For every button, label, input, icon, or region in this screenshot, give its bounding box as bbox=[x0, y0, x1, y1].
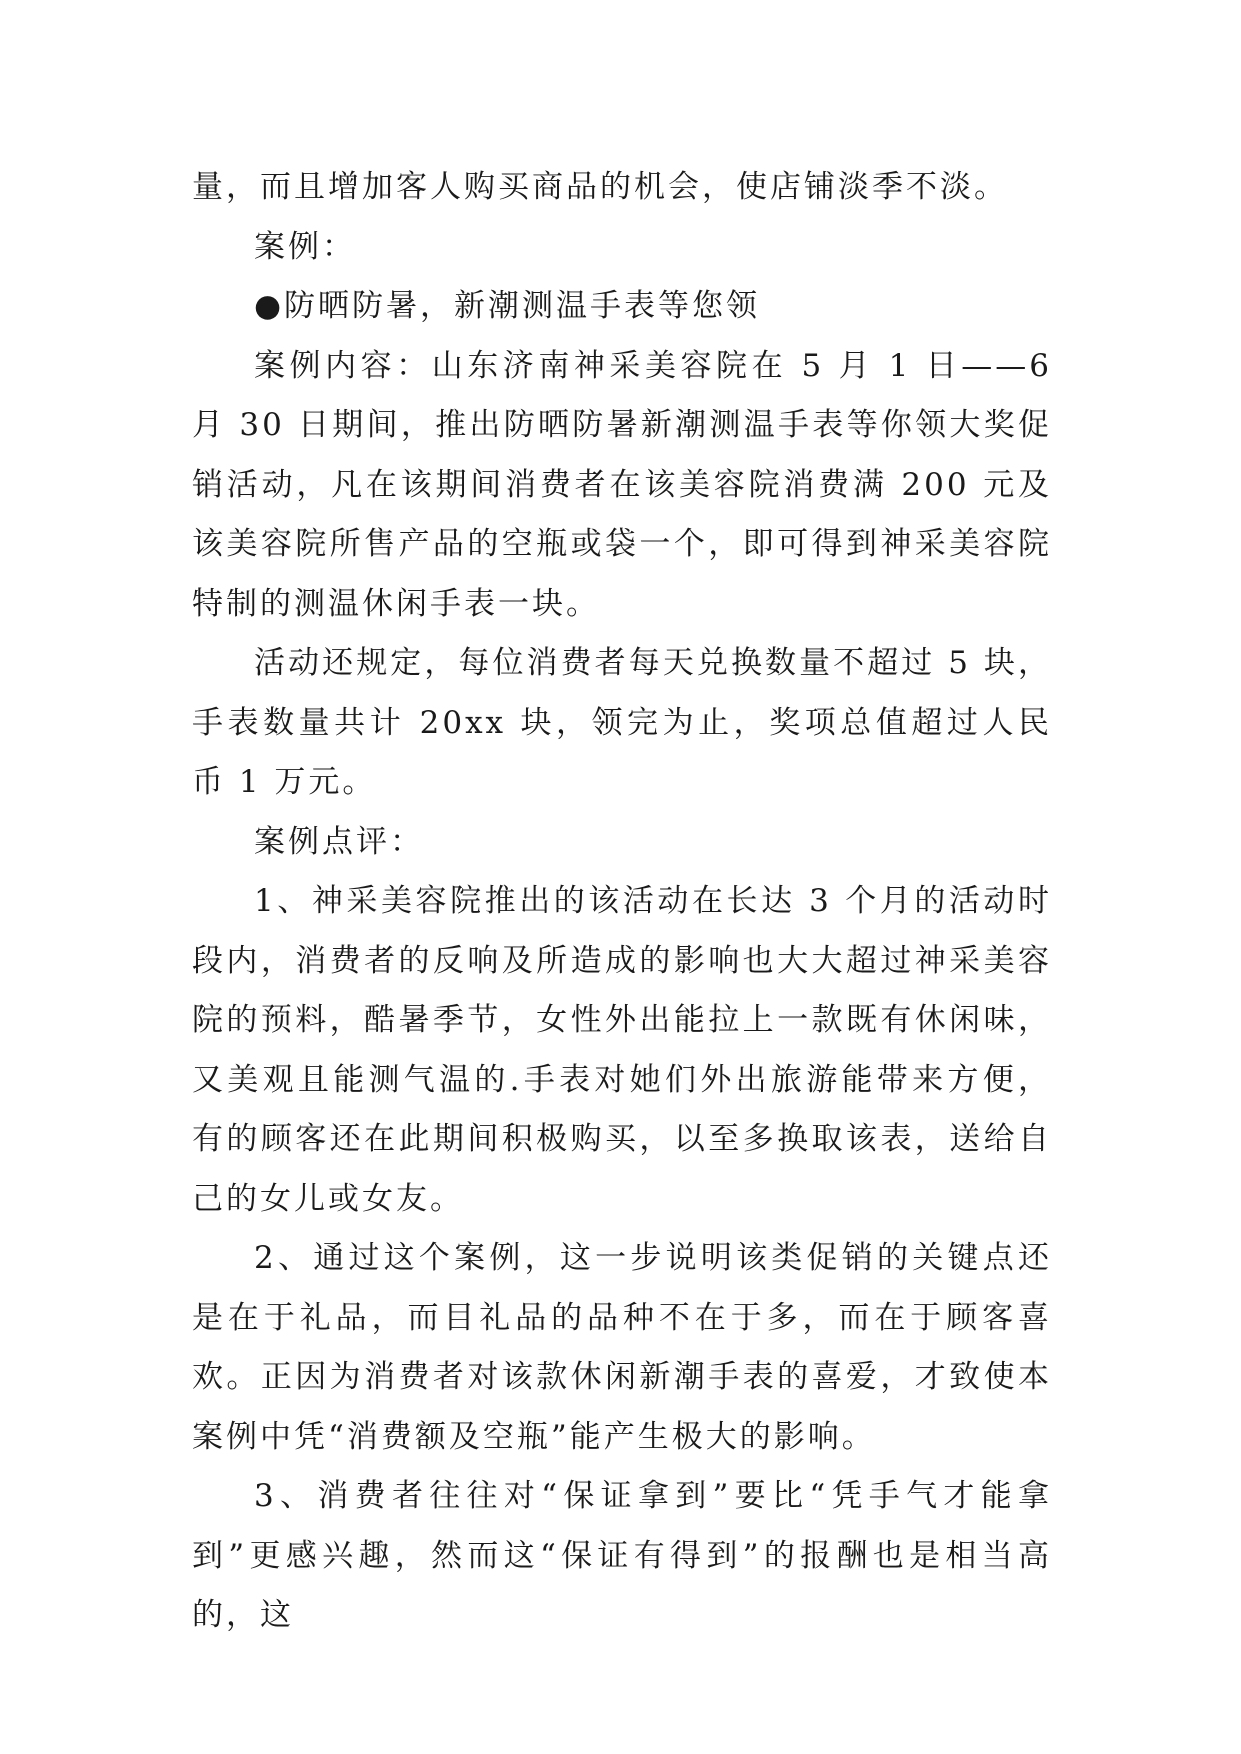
paragraph-review-point-1: 1、神采美容院推出的该活动在长达 3 个月的活动时段内，消费者的反响及所造成的影响也大大超过神采美容院的预料，酷暑季节，女性外出能拉上一款既有休闲味，又美观且能测气温的.手表对她们外出旅游能带来方便，有的顾客还在此期间积极购买，以至多换取该表，送给自己的女儿或女友。 bbox=[192, 883, 1052, 1217]
paragraph-case-heading: 案例： bbox=[254, 228, 356, 265]
paragraph-case-content: 案例内容：山东济南神采美容院在 5 月 1 日——6 月 30 日期间，推出防晒防暑新潮测温手表等你领大奖促销活动，凡在该期间消费者在该美容院消费满 200 元及该美容院所售产品的空瓶或袋一个，即可得到神采美容院特制的测温休闲手表一块。 bbox=[192, 347, 1052, 622]
paragraph-case-title: ●防晒防暑，新潮测温手表等您领 bbox=[254, 288, 761, 324]
paragraph-review-heading: 案例点评： bbox=[254, 823, 424, 860]
paragraph-review-point-2: 2、通过这个案例，这一步说明该类促销的关键点还是在于礼品，而目礼品的品种不在于多，而在于顾客喜欢。正因为消费者对该款休闲新潮手表的喜爱，才致使本案例中凭“消费额及空瓶”能产生极大的影响。 bbox=[192, 1240, 1052, 1455]
paragraph-activity-rules: 活动还规定，每位消费者每天兑换数量不超过 5 块，手表数量共计 20xx 块，领完为止，奖项总值超过人民币 1 万元。 bbox=[192, 645, 1052, 800]
paragraph-review-point-3: 3、消费者往往对“保证拿到”要比“凭手气才能拿到”更感兴趣，然而这“保证有得到”的报酬也是相当高的，这 bbox=[192, 1478, 1052, 1633]
document-page bbox=[192, 158, 1052, 1646]
paragraph-continuation: 量，而且增加客人购买商品的机会，使店铺淡季不淡。 bbox=[192, 169, 1008, 205]
